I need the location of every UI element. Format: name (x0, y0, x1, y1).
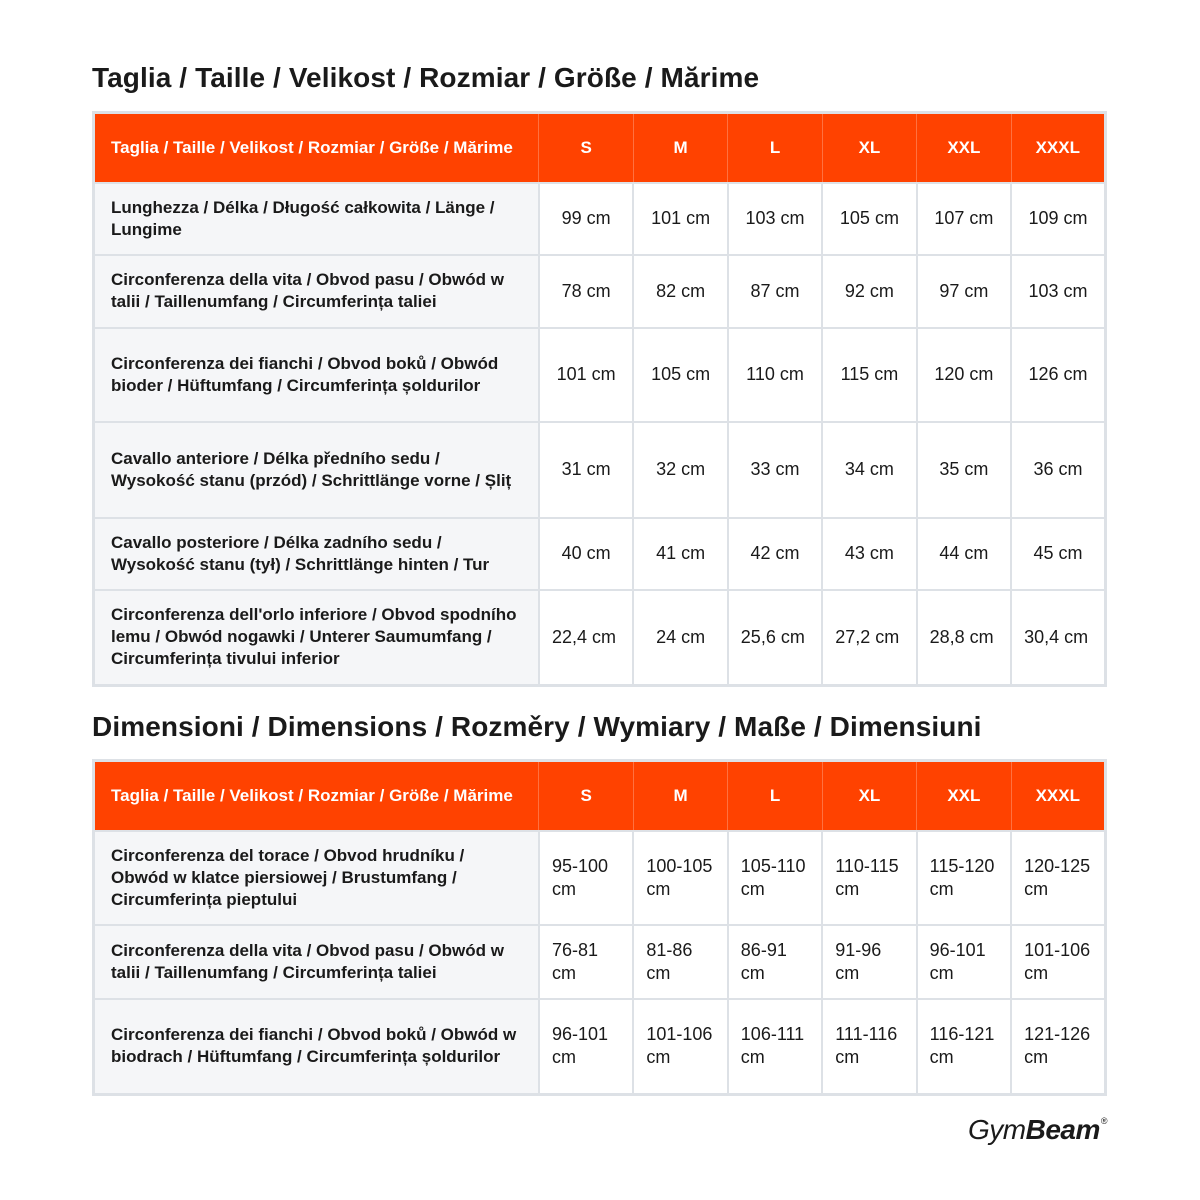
row-label-hips: Circonferenza dei fianchi / Obvod boků / Obwód w biodrach / Hüftumfang / Circumferința șoldurilor (94, 999, 539, 1095)
table-cell: 110 cm (728, 328, 822, 422)
table-cell: 111-116 cm (822, 999, 916, 1095)
table-cell: 32 cm (633, 422, 727, 518)
table-cell: 44 cm (917, 518, 1011, 590)
table-header-row (94, 113, 1106, 183)
table-row (94, 831, 1106, 925)
table-cell: 116-121 cm (917, 999, 1011, 1095)
header-size-s: S (539, 113, 633, 183)
table-row (94, 255, 1106, 328)
gymbeam-logo (968, 1114, 1107, 1146)
header-size-l: L (728, 761, 822, 831)
table-cell: 96-101 cm (539, 999, 633, 1095)
table-cell: 82 cm (633, 255, 727, 328)
table-cell: 91-96 cm (822, 925, 916, 999)
table-cell: 106-111 cm (728, 999, 822, 1095)
dimensions-section-title: Dimensioni / Dimensions / Rozměry / Wymiary / Maße / Dimensiuni (92, 711, 982, 742)
table-cell: 101-106 cm (633, 999, 727, 1095)
logo-text-beam: Beam (1025, 1114, 1100, 1145)
table-cell: 34 cm (822, 422, 916, 518)
header-size-xl: XL (822, 761, 916, 831)
table-cell: 78 cm (539, 255, 633, 328)
table-cell: 100-105 cm (633, 831, 727, 925)
table-cell: 103 cm (1011, 255, 1105, 328)
table-cell: 42 cm (728, 518, 822, 590)
table-cell: 121-126 cm (1011, 999, 1105, 1095)
table-cell: 101-106 cm (1011, 925, 1105, 999)
table-row (94, 590, 1106, 686)
table-cell: 110-115 cm (822, 831, 916, 925)
table-cell: 87 cm (728, 255, 822, 328)
header-size-label: Taglia / Taille / Velikost / Rozmiar / Größe / Mărime (94, 113, 539, 183)
header-size-xxl: XXL (917, 113, 1011, 183)
table-cell: 25,6 cm (728, 590, 822, 686)
table-cell: 27,2 cm (822, 590, 916, 686)
table-cell: 36 cm (1011, 422, 1105, 518)
row-label-hips: Circonferenza dei fianchi / Obvod boků / Obwód bioder / Hüftumfang / Circumferința șoldurilor (94, 328, 539, 422)
table-cell: 107 cm (917, 183, 1011, 255)
table-cell: 101 cm (539, 328, 633, 422)
table-cell: 115 cm (822, 328, 916, 422)
table-cell: 96-101 cm (917, 925, 1011, 999)
table-cell: 115-120 cm (917, 831, 1011, 925)
table-cell: 45 cm (1011, 518, 1105, 590)
table-cell: 92 cm (822, 255, 916, 328)
table-row (94, 328, 1106, 422)
row-label-chest: Circonferenza del torace / Obvod hrudníku / Obwód w klatce piersiowej / Brustumfang / Circumferința pieptului (94, 831, 539, 925)
table-cell: 103 cm (728, 183, 822, 255)
header-size-xl: XL (822, 113, 916, 183)
header-size-label: Taglia / Taille / Velikost / Rozmiar / Größe / Mărime (94, 761, 539, 831)
header-size-m: M (633, 113, 727, 183)
row-label-front-rise: Cavallo anteriore / Délka předního sedu / Wysokość stanu (przód) / Schrittlänge vorne / Șliț (94, 422, 539, 518)
header-size-xxl: XXL (917, 761, 1011, 831)
table-cell: 86-91 cm (728, 925, 822, 999)
table-cell: 120 cm (917, 328, 1011, 422)
table-cell: 109 cm (1011, 183, 1105, 255)
table-row (94, 999, 1106, 1095)
table-cell: 31 cm (539, 422, 633, 518)
table-cell: 81-86 cm (633, 925, 727, 999)
row-label-length: Lunghezza / Délka / Długość całkowita / Länge / Lungime (94, 183, 539, 255)
table-cell: 126 cm (1011, 328, 1105, 422)
table-cell: 76-81 cm (539, 925, 633, 999)
table-row (94, 183, 1106, 255)
table-cell: 99 cm (539, 183, 633, 255)
logo-text-gym: Gym (967, 1114, 1026, 1145)
table-cell: 105 cm (633, 328, 727, 422)
table-cell: 105-110 cm (728, 831, 822, 925)
header-size-xxxl: XXXL (1011, 761, 1105, 831)
header-size-xxxl: XXXL (1011, 113, 1105, 183)
table-header-row (94, 761, 1106, 831)
row-label-back-rise: Cavallo posteriore / Délka zadního sedu / Wysokość stanu (tył) / Schrittlänge hinten / Tur (94, 518, 539, 590)
row-label-waist: Circonferenza della vita / Obvod pasu / Obwód w talii / Taillenumfang / Circumferința taliei (94, 925, 539, 999)
table-cell: 35 cm (917, 422, 1011, 518)
table-cell: 24 cm (633, 590, 727, 686)
size-table (92, 111, 1107, 687)
table-cell: 101 cm (633, 183, 727, 255)
header-size-l: L (728, 113, 822, 183)
table-cell: 120-125 cm (1011, 831, 1105, 925)
table-cell: 33 cm (728, 422, 822, 518)
header-size-m: M (633, 761, 727, 831)
table-row (94, 925, 1106, 999)
row-label-waist: Circonferenza della vita / Obvod pasu / Obwód w talii / Taillenumfang / Circumferința taliei (94, 255, 539, 328)
header-size-s: S (539, 761, 633, 831)
table-cell: 30,4 cm (1011, 590, 1105, 686)
table-cell: 22,4 cm (539, 590, 633, 686)
table-cell: 40 cm (539, 518, 633, 590)
size-section-title: Taglia / Taille / Velikost / Rozmiar / Größe / Mărime (92, 62, 760, 93)
dimensions-table (92, 759, 1107, 1096)
table-cell: 97 cm (917, 255, 1011, 328)
table-cell: 43 cm (822, 518, 916, 590)
table-row (94, 422, 1106, 518)
table-row (94, 518, 1106, 590)
registered-mark: ® (1100, 1116, 1107, 1126)
table-cell: 95-100 cm (539, 831, 633, 925)
table-cell: 28,8 cm (917, 590, 1011, 686)
table-cell: 41 cm (633, 518, 727, 590)
table-cell: 105 cm (822, 183, 916, 255)
row-label-hem: Circonferenza dell'orlo inferiore / Obvod spodního lemu / Obwód nogawki / Unterer Saumumfang / Circumferința tivului inferior (94, 590, 539, 686)
